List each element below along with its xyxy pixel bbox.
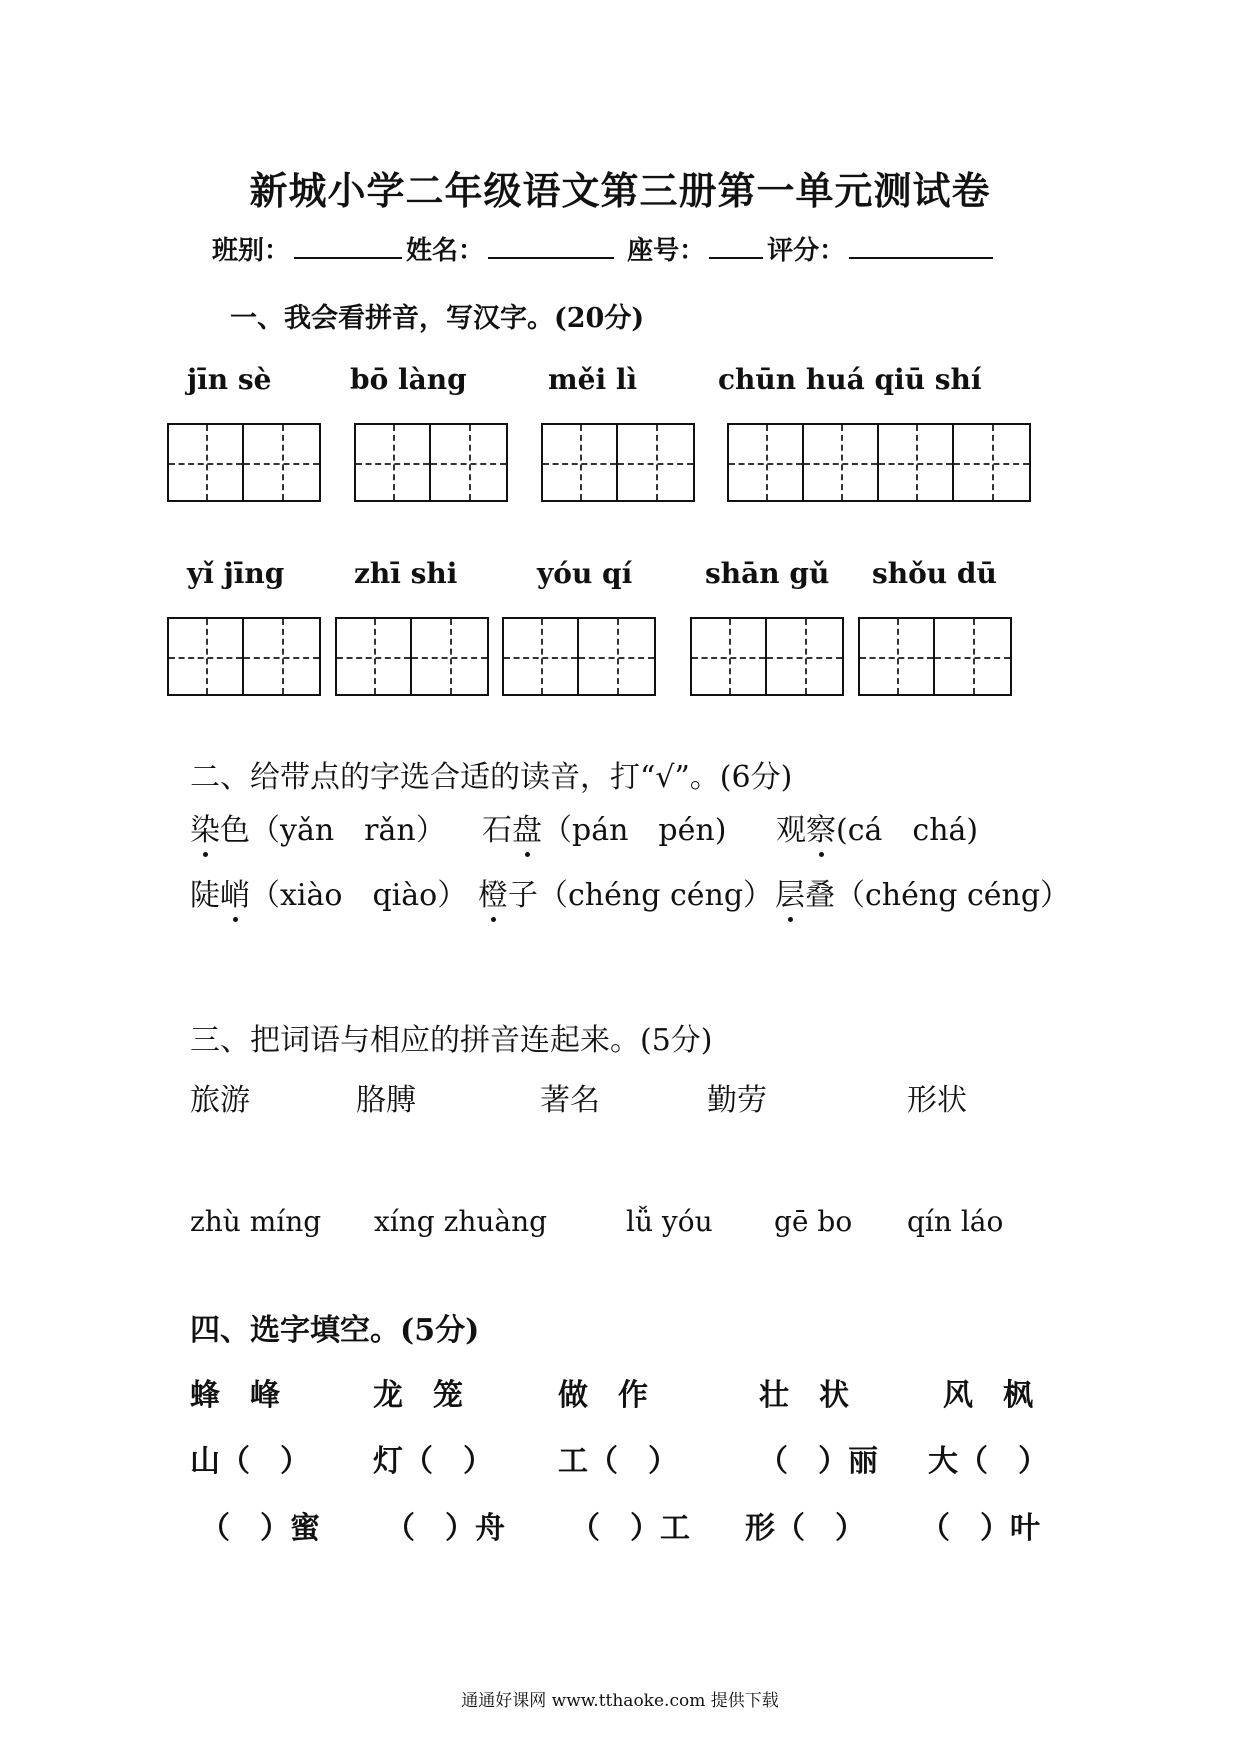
char: 观 <box>776 813 806 848</box>
name-label: 姓名： <box>406 236 485 266</box>
q4-blank-6[interactable]: （ ）蜜 <box>200 1511 320 1546</box>
q4-blank-1[interactable]: 山（ ） <box>190 1444 310 1479</box>
pinyin-options[interactable]: (cá chá) <box>836 813 979 848</box>
writing-grid-9[interactable] <box>858 617 1012 696</box>
writing-grid-2[interactable] <box>354 423 508 502</box>
q4-blank-10[interactable]: （ ）叶 <box>920 1511 1040 1546</box>
q4-blank-8[interactable]: （ ）工 <box>570 1511 690 1546</box>
q3-pinyin-3[interactable]: lǚ yóu <box>626 1205 713 1238</box>
pinyin-options[interactable]: （yǎn rǎn） <box>250 813 446 848</box>
q4-blank-3[interactable]: 工（ ） <box>558 1444 678 1479</box>
char: 色 <box>220 813 250 848</box>
q2-item-6 <box>775 870 1070 914</box>
score-blank[interactable] <box>849 235 993 259</box>
q1-pinyin-2: bō làng <box>350 363 467 396</box>
q1-pinyin-8: shān gǔ <box>705 557 830 590</box>
q3-pinyin-5[interactable]: qín láo <box>907 1205 1004 1238</box>
q2-item-4 <box>190 870 467 914</box>
class-label: 班别： <box>212 236 291 266</box>
pinyin-options[interactable]: （chéng céng） <box>835 878 1071 913</box>
writing-grid-5[interactable] <box>167 617 321 696</box>
q2-item-2 <box>482 805 726 849</box>
char: 叠 <box>805 878 835 913</box>
q4-blank-7[interactable]: （ ）舟 <box>385 1511 505 1546</box>
q3-word-2[interactable]: 胳膊 <box>356 1083 416 1118</box>
class-blank[interactable] <box>294 235 402 259</box>
dotted-char: 察 <box>806 805 836 849</box>
q4-choice-4: 壮 状 <box>759 1378 849 1413</box>
page-footer: 通通好课网 www.tthaoke.com 提供下载 <box>461 1691 779 1711</box>
seat-blank[interactable] <box>709 235 763 259</box>
q1-pinyin-6: zhī shi <box>354 557 458 590</box>
char: 石 <box>482 813 512 848</box>
char: 子 <box>508 878 538 913</box>
q3-pinyin-2[interactable]: xíng zhuàng <box>374 1205 548 1238</box>
score-label: 评分： <box>767 236 846 266</box>
q4-blank-5[interactable]: 大（ ） <box>928 1444 1048 1479</box>
dotted-char: 峭 <box>220 870 250 914</box>
writing-grid-7[interactable] <box>502 617 656 696</box>
writing-grid-8[interactable] <box>690 617 844 696</box>
writing-grid-1[interactable] <box>167 423 321 502</box>
student-info-line <box>212 230 997 267</box>
q1-pinyin-9: shǒu dū <box>872 557 997 590</box>
page-title: 新城小学二年级语文第三册第一单元测试卷 <box>249 168 991 213</box>
dotted-char: 盘 <box>512 805 542 849</box>
q1-pinyin-1: jīn sè <box>187 363 272 396</box>
name-blank[interactable] <box>488 235 614 259</box>
q1-pinyin-3: měi lì <box>548 363 638 396</box>
seat-label: 座号： <box>627 236 706 266</box>
q1-pinyin-5: yǐ jīng <box>187 557 285 590</box>
q1-pinyin-7: yóu qí <box>537 557 633 590</box>
q4-choice-2: 龙 笼 <box>373 1378 463 1413</box>
q3-pinyin-4[interactable]: gē bo <box>774 1205 853 1238</box>
q4-choice-3: 做 作 <box>558 1378 648 1413</box>
writing-grid-3[interactable] <box>541 423 695 502</box>
q3-pinyin-1[interactable]: zhù míng <box>190 1205 322 1238</box>
pinyin-options[interactable]: （chéng céng） <box>538 878 774 913</box>
q4-heading: 四、选字填空。(5分) <box>190 1313 480 1348</box>
q2-item-5 <box>478 870 773 914</box>
dotted-char: 层 <box>775 870 805 914</box>
q2-item-1 <box>190 805 446 849</box>
pinyin-options[interactable]: （pán pén) <box>542 813 727 848</box>
q3-heading: 三、把词语与相应的拼音连起来。(5分) <box>190 1023 713 1058</box>
char: 陡 <box>190 878 220 913</box>
q3-word-5[interactable]: 形状 <box>907 1083 967 1118</box>
q4-blank-9[interactable]: 形（ ） <box>745 1511 865 1546</box>
dotted-char: 橙 <box>478 870 508 914</box>
q1-pinyin-4: chūn huá qiū shí <box>718 363 982 396</box>
q4-choice-1: 蜂 峰 <box>190 1378 280 1413</box>
dotted-char: 染 <box>190 805 220 849</box>
q4-choice-5: 风 枫 <box>943 1378 1033 1413</box>
pinyin-options[interactable]: （xiào qiào） <box>250 878 468 913</box>
q1-heading: 一、我会看拼音，写汉字。(20分) <box>230 303 645 334</box>
writing-grid-4[interactable] <box>727 423 1031 502</box>
q2-item-3 <box>776 805 978 849</box>
q3-word-1[interactable]: 旅游 <box>190 1083 250 1118</box>
q3-word-4[interactable]: 勤劳 <box>707 1083 767 1118</box>
q4-blank-4[interactable]: （ ）丽 <box>758 1444 878 1479</box>
q2-heading: 二、给带点的字选合适的读音，打“√”。(6分) <box>190 760 793 795</box>
q3-word-3[interactable]: 著名 <box>540 1083 600 1118</box>
q4-blank-2[interactable]: 灯（ ） <box>373 1444 493 1479</box>
writing-grid-6[interactable] <box>335 617 489 696</box>
